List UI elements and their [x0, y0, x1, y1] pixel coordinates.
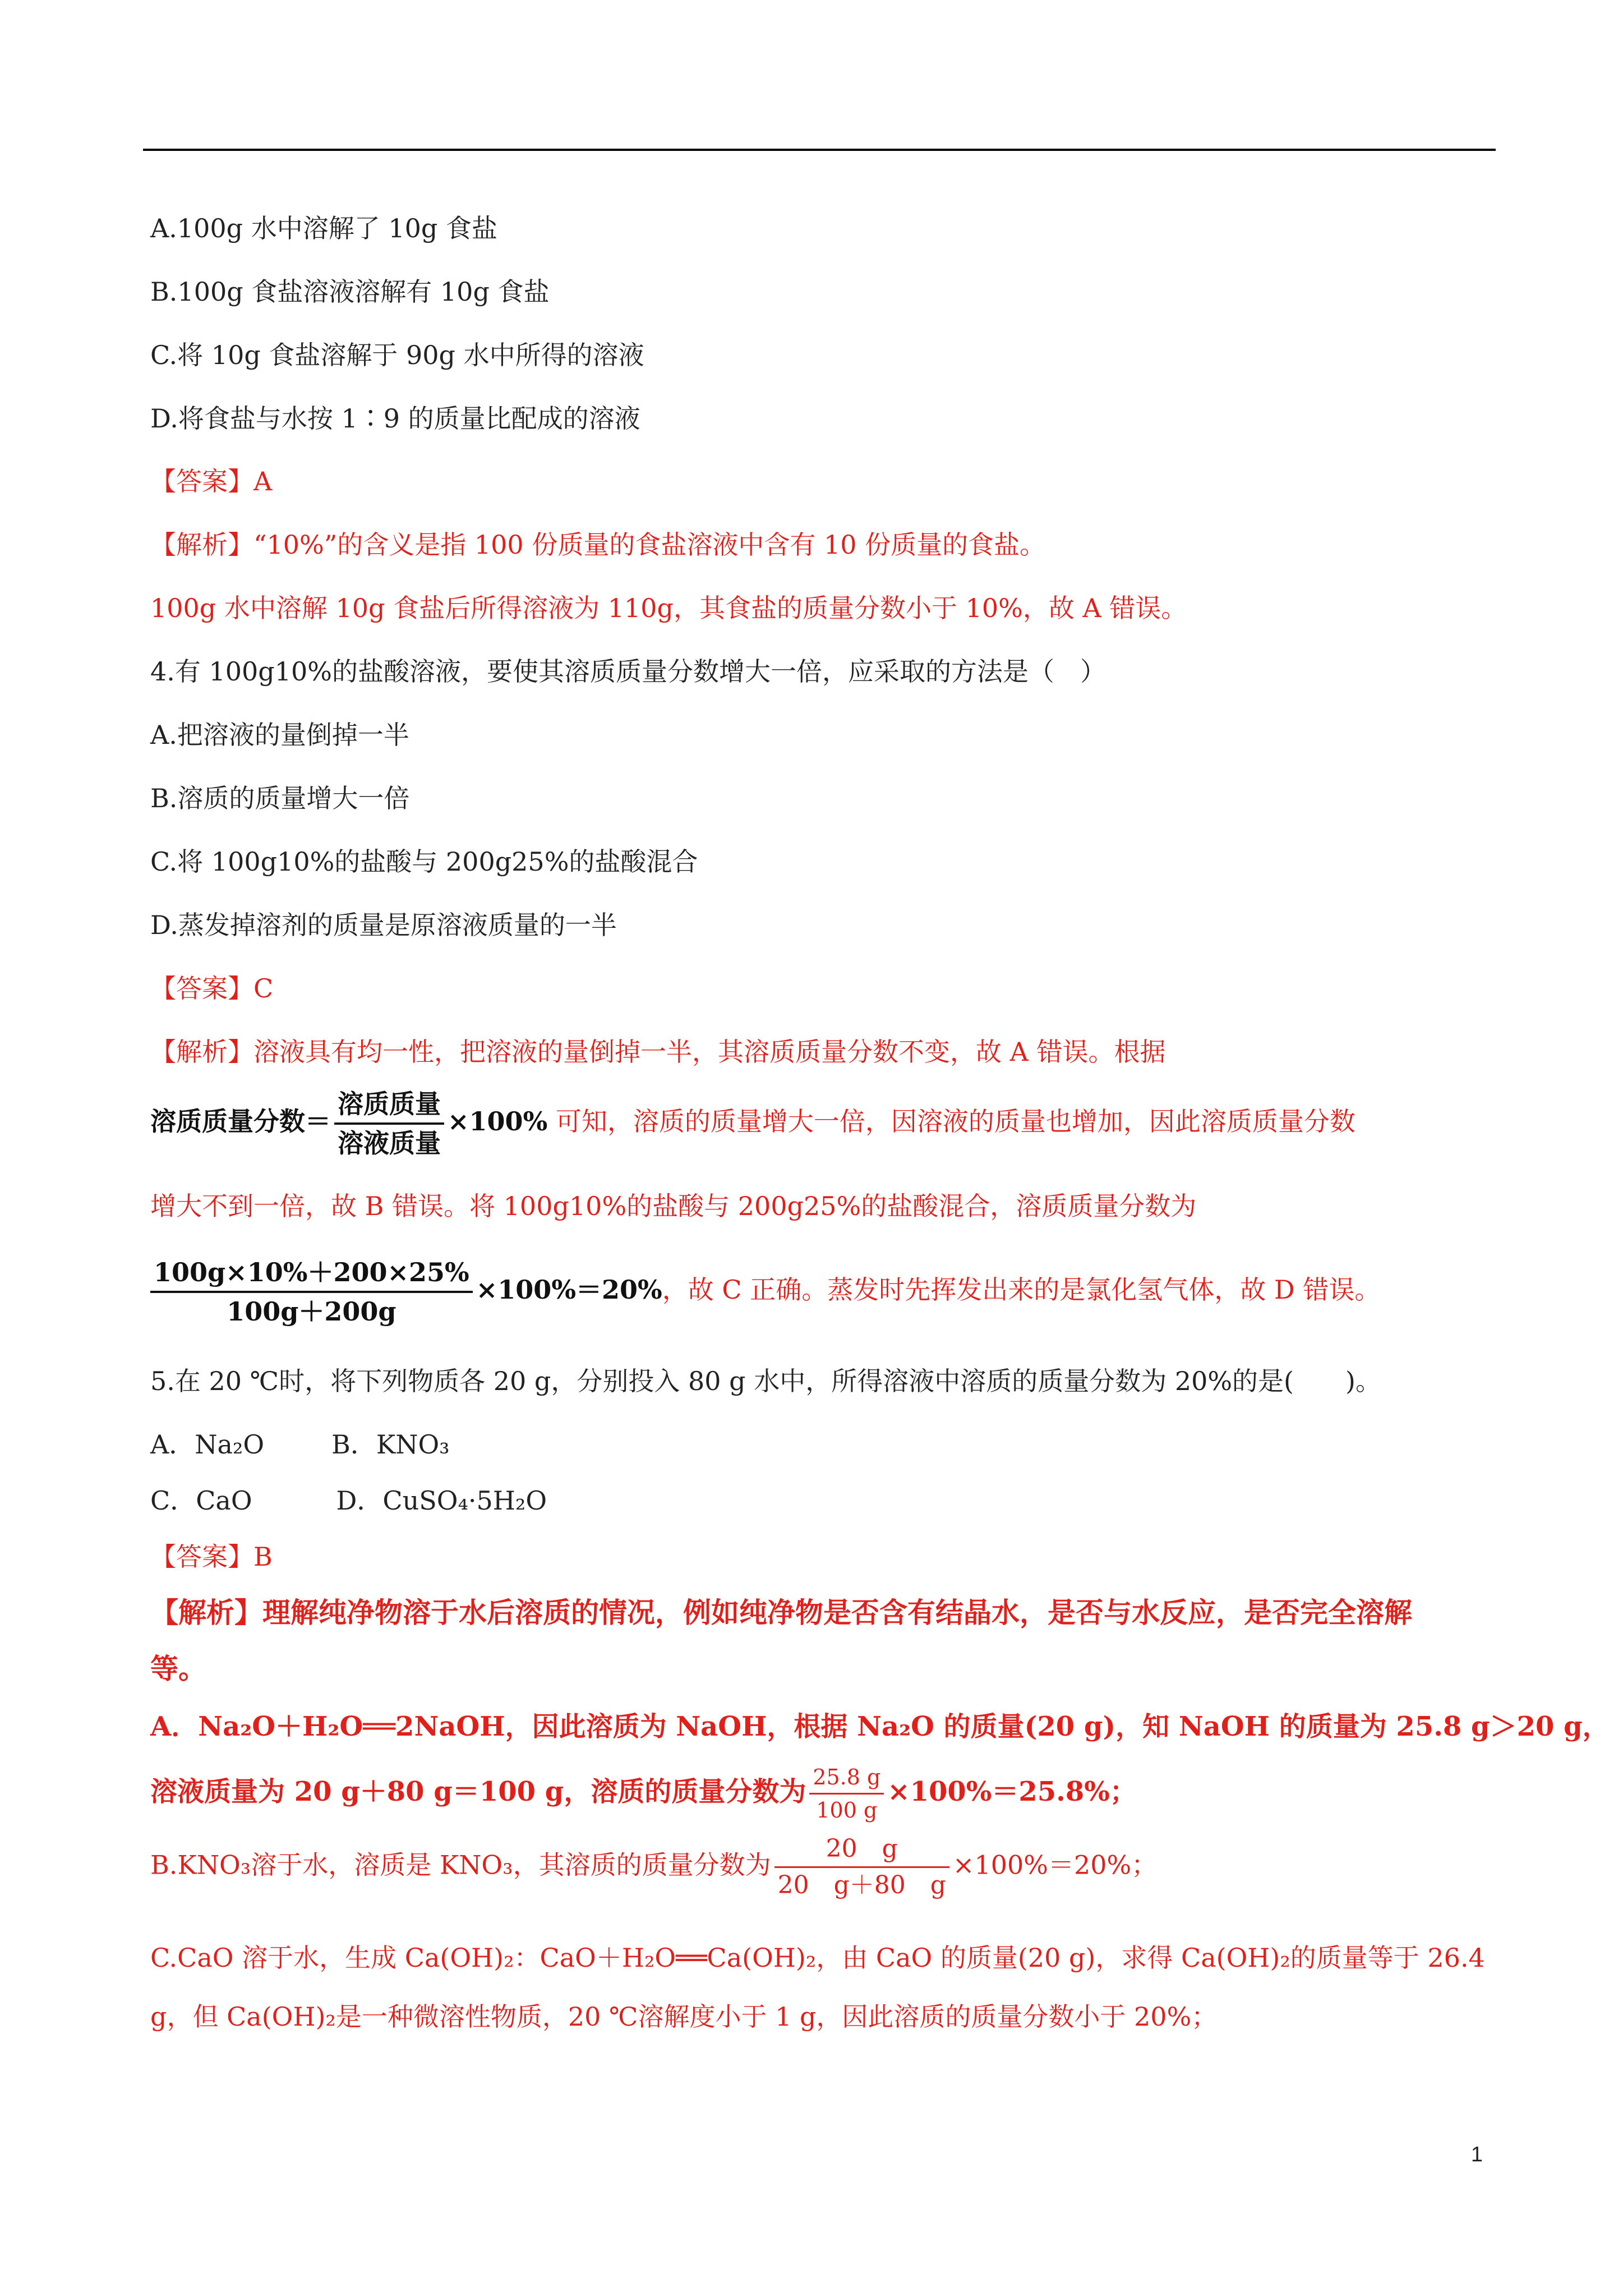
- q4-option-a: A.把溶液的量倒掉一半: [150, 720, 409, 750]
- q5-analysis-line-2: 等。: [150, 1652, 206, 1685]
- formula-tail: ×100%: [448, 1106, 548, 1137]
- page-number: 1: [1470, 2143, 1483, 2166]
- q4-option-b: B.溶质的质量增大一倍: [150, 783, 410, 813]
- q5-option-c: C．CaO: [150, 1485, 252, 1516]
- header-rule: [143, 149, 1496, 151]
- formula-fraction: [334, 1085, 444, 1162]
- q5-b-text: B.KNO₃溶于水，溶质是 KNO₃，其溶质的质量分数为: [150, 1849, 771, 1880]
- q5-a-fraction: [809, 1761, 884, 1826]
- q5-b-tail: ×100%＝20%；: [952, 1849, 1158, 1880]
- formula-numerator: 溶质质量: [334, 1085, 444, 1125]
- q5-a-denominator: 100 g: [816, 1798, 878, 1823]
- q5-option-b-analysis: [150, 1832, 1157, 1903]
- q4-analysis-line-1: 【解析】溶液具有均一性，把溶液的量倒掉一半，其溶质质量分数不变，故 A 错误。根据: [150, 1037, 1166, 1067]
- q3-analysis-line-1: 【解析】“10%”的含义是指 100 份质量的食盐溶液中含有 10 份质量的食盐。: [150, 530, 1046, 560]
- q3-option-c: C.将 10g 食盐溶解于 90g 水中所得的溶液: [150, 340, 644, 370]
- formula-lhs: 溶质质量分数＝: [150, 1106, 331, 1137]
- q5-option-a: A．Na₂O: [150, 1429, 265, 1460]
- q4-option-c: C.将 100g10%的盐酸与 200g25%的盐酸混合: [150, 846, 698, 877]
- q5-answer: 【答案】B: [150, 1542, 273, 1572]
- q5-options-row-1: [150, 1428, 450, 1461]
- q4-formula-line: [150, 1085, 1355, 1162]
- q3-analysis-line-2: 100g 水中溶解 10g 食盐后所得溶液为 110g，其食盐的质量分数小于 10%，故 A 错误。: [150, 593, 1187, 623]
- q4-stem: 4.有 100g10%的盐酸溶液，要使其溶质质量分数增大一倍，应采取的方法是（ ）: [150, 656, 1106, 687]
- calc-numerator: 100g×10%＋200×25%: [150, 1254, 473, 1293]
- calc-denominator: 100g＋200g: [227, 1296, 396, 1327]
- q5-a-text: 溶液质量为 20 g＋80 g＝100 g，溶质的质量分数为: [150, 1776, 806, 1807]
- q3-option-a: A.100g 水中溶解了 10g 食盐: [150, 213, 497, 243]
- calc-fraction: [150, 1254, 473, 1330]
- q5-option-c-analysis-line-1: C.CaO 溶于水，生成 Ca(OH)₂：CaO＋H₂O══Ca(OH)₂，由 CaO 的质量(20 g)，求得 Ca(OH)₂的质量等于 26.4: [150, 1943, 1485, 1973]
- q5-option-a-analysis-line-2: [150, 1761, 1137, 1826]
- q5-option-c-analysis-line-2: g，但 Ca(OH)₂是一种微溶性物质，20 ℃溶解度小于 1 g，因此溶质的质量分数小于 20%；: [150, 2001, 1218, 2032]
- q5-b-numerator: 20 g: [774, 1832, 949, 1868]
- formula-denominator: 溶液质量: [338, 1128, 441, 1158]
- calc-tail: ×100%＝20%: [476, 1274, 662, 1305]
- q5-option-b: B．KNO₃: [331, 1429, 450, 1460]
- q5-a-tail: ×100%＝25.8%；: [887, 1776, 1137, 1807]
- q3-option-d: D.将食盐与水按 1∶9 的质量比配成的溶液: [150, 403, 640, 434]
- q5-b-fraction: [774, 1832, 949, 1903]
- q5-stem: 5.在 20 ℃时，将下列物质各 20 g，分别投入 80 g 水中，所得溶液中溶质的质量分数为 20%的是( )。: [150, 1366, 1381, 1396]
- q4-analysis-line-2: 可知，溶质的质量增大一倍，因溶液的质量也增加，因此溶质质量分数: [555, 1106, 1355, 1137]
- q5-option-d: D．CuSO₄·5H₂O: [336, 1485, 547, 1516]
- q4-analysis-line-3: 增大不到一倍，故 B 错误。将 100g10%的盐酸与 200g25%的盐酸混合，溶质质量分数为: [150, 1191, 1197, 1221]
- q5-options-row-2: [150, 1484, 547, 1517]
- q3-option-b: B.100g 食盐溶液溶解有 10g 食盐: [150, 277, 550, 307]
- q4-analysis-line-4: ，故 C 正确。蒸发时先挥发出来的是氯化氢气体，故 D 错误。: [662, 1274, 1381, 1305]
- q4-answer: 【答案】C: [150, 973, 274, 1004]
- q4-calc-line: [150, 1254, 1380, 1330]
- q3-answer: 【答案】A: [150, 466, 273, 496]
- q5-option-a-analysis-line-1: A．Na₂O＋H₂O══2NaOH，因此溶质为 NaOH，根据 Na₂O 的质量(20 g)，知 NaOH 的质量为 25.8 g＞20 g，: [150, 1711, 1610, 1742]
- q5-analysis-line-1: 【解析】理解纯净物溶于水后溶质的情况，例如纯净物是否含有结晶水，是否与水反应，是否完全溶解: [150, 1596, 1412, 1629]
- q5-b-denominator: 20 g＋80 g: [777, 1871, 946, 1899]
- q4-option-d: D.蒸发掉溶剂的质量是原溶液质量的一半: [150, 910, 617, 940]
- q5-a-numerator: 25.8 g: [809, 1761, 884, 1795]
